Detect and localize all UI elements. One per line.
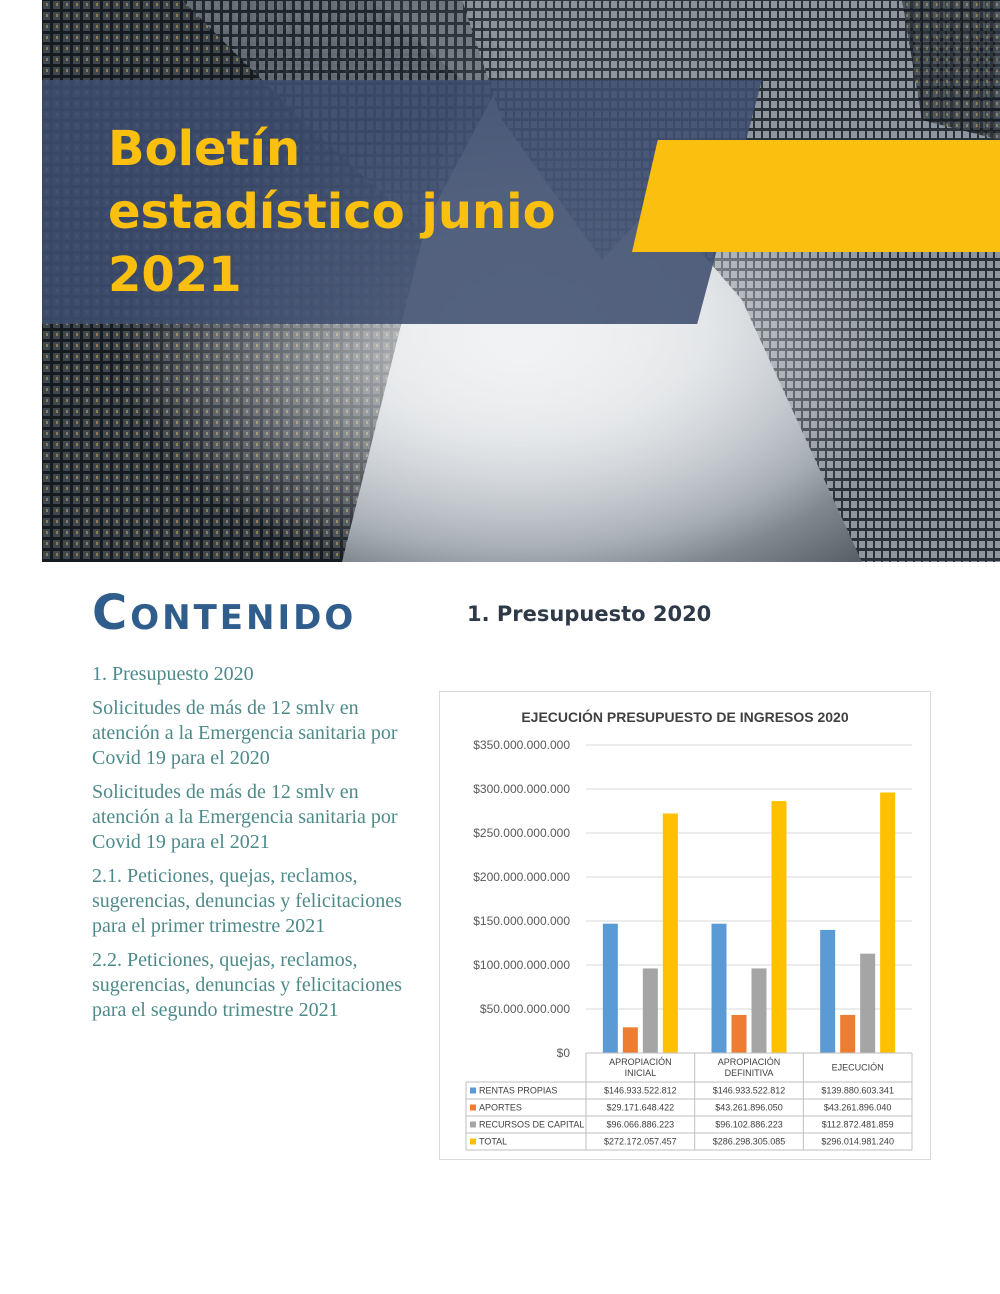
toc-item-pqrs-primer-trimestre[interactable]: 2.1. Peticiones, quejas, reclamos, sugerencias, denuncias y felicitaciones para el primer trimestre 2021 (92, 865, 402, 937)
data-label: $96.066.886.223 (606, 1119, 675, 1130)
budget-chart (439, 691, 931, 1160)
contents-heading-rest: ONTENIDO (130, 598, 357, 638)
yellow-accent-bar (632, 140, 1000, 252)
toc-item-solicitudes-2021[interactable]: Solicitudes de más de 12 smlv en atención a la Emergencia sanitaria por Covid 19 para el 2021 (92, 781, 398, 853)
data-label: $146.933.522.812 (604, 1085, 677, 1096)
cover-title-line: Boletín (108, 121, 301, 177)
data-label: $96.102.886.223 (715, 1119, 783, 1130)
legend-swatch (470, 1105, 476, 1111)
category-label: APROPIACIÓN (717, 1057, 781, 1067)
data-label: $29.171.648.422 (606, 1102, 675, 1113)
legend-swatch (470, 1122, 476, 1128)
toc-item-presupuesto[interactable]: 1. Presupuesto 2020 (92, 663, 254, 685)
data-label: $296.014.981.240 (821, 1136, 894, 1147)
category-label: DEFINITIVA (724, 1068, 774, 1078)
cover-image (42, 0, 1000, 562)
bar-rentas-propias (820, 930, 835, 1053)
contents-heading (92, 586, 356, 645)
data-label: $286.298.305.085 (712, 1136, 786, 1147)
y-tick-label: $0 (556, 1046, 570, 1060)
bar-aportes (623, 1027, 638, 1053)
bar-rentas-propias (712, 924, 727, 1053)
bar-total (772, 801, 787, 1053)
bar-aportes (732, 1015, 747, 1053)
data-label: $146.933.522.812 (712, 1085, 786, 1096)
cover-title-line: estadístico junio (108, 184, 556, 240)
bar-total (880, 793, 895, 1053)
budget-chart-svg (440, 692, 930, 1159)
y-tick-label: $150.000.000.000 (473, 914, 570, 928)
y-tick-label: $300.000.000.000 (473, 782, 570, 796)
chart-title: EJECUCIÓN PRESUPUESTO DE INGRESOS 2020 (521, 709, 849, 725)
legend-entry: APORTES (479, 1102, 522, 1113)
bar-recursos-de-capital (752, 968, 767, 1053)
category-label: INICIAL (624, 1068, 657, 1078)
bar-rentas-propias (603, 924, 618, 1053)
y-tick-label: $50.000.000.000 (479, 1002, 570, 1016)
bar-aportes (840, 1015, 855, 1053)
y-tick-label: $100.000.000.000 (473, 958, 570, 972)
legend-swatch (470, 1088, 476, 1094)
section-title: 1. Presupuesto 2020 (467, 602, 712, 626)
data-label: $272.172.057.457 (604, 1136, 677, 1147)
legend-entry: RECURSOS DE CAPITAL (479, 1119, 585, 1130)
data-label: $43.261.896.040 (823, 1102, 892, 1113)
legend-entry: RENTAS PROPIAS (479, 1085, 558, 1096)
legend-entry: TOTAL (479, 1136, 508, 1147)
bar-total (663, 813, 678, 1053)
data-label: $139.880.603.341 (821, 1085, 894, 1096)
legend-swatch (470, 1139, 476, 1145)
toc-item-pqrs-segundo-trimestre[interactable]: 2.2. Peticiones, quejas, reclamos, sugerencias, denuncias y felicitaciones para el segundo trimestre 2021 (92, 949, 402, 1021)
y-tick-label: $200.000.000.000 (473, 870, 570, 884)
category-label: EJECUCIÓN (831, 1062, 884, 1073)
contents-heading-initial: C (92, 585, 131, 641)
y-tick-label: $250.000.000.000 (473, 826, 570, 840)
bar-recursos-de-capital (643, 968, 658, 1053)
y-tick-label: $350.000.000.000 (473, 738, 570, 752)
cover-title-line: 2021 (108, 247, 242, 303)
cover-title (108, 118, 578, 307)
data-label: $112.872.481.859 (821, 1119, 894, 1130)
data-label: $43.261.896.050 (715, 1102, 783, 1113)
toc-item-solicitudes-2020[interactable]: Solicitudes de más de 12 smlv en atención a la Emergencia sanitaria por Covid 19 para el 2020 (92, 697, 398, 769)
bar-recursos-de-capital (860, 954, 875, 1053)
category-label: APROPIACIÓN (609, 1057, 672, 1067)
table-of-contents (92, 662, 407, 1032)
